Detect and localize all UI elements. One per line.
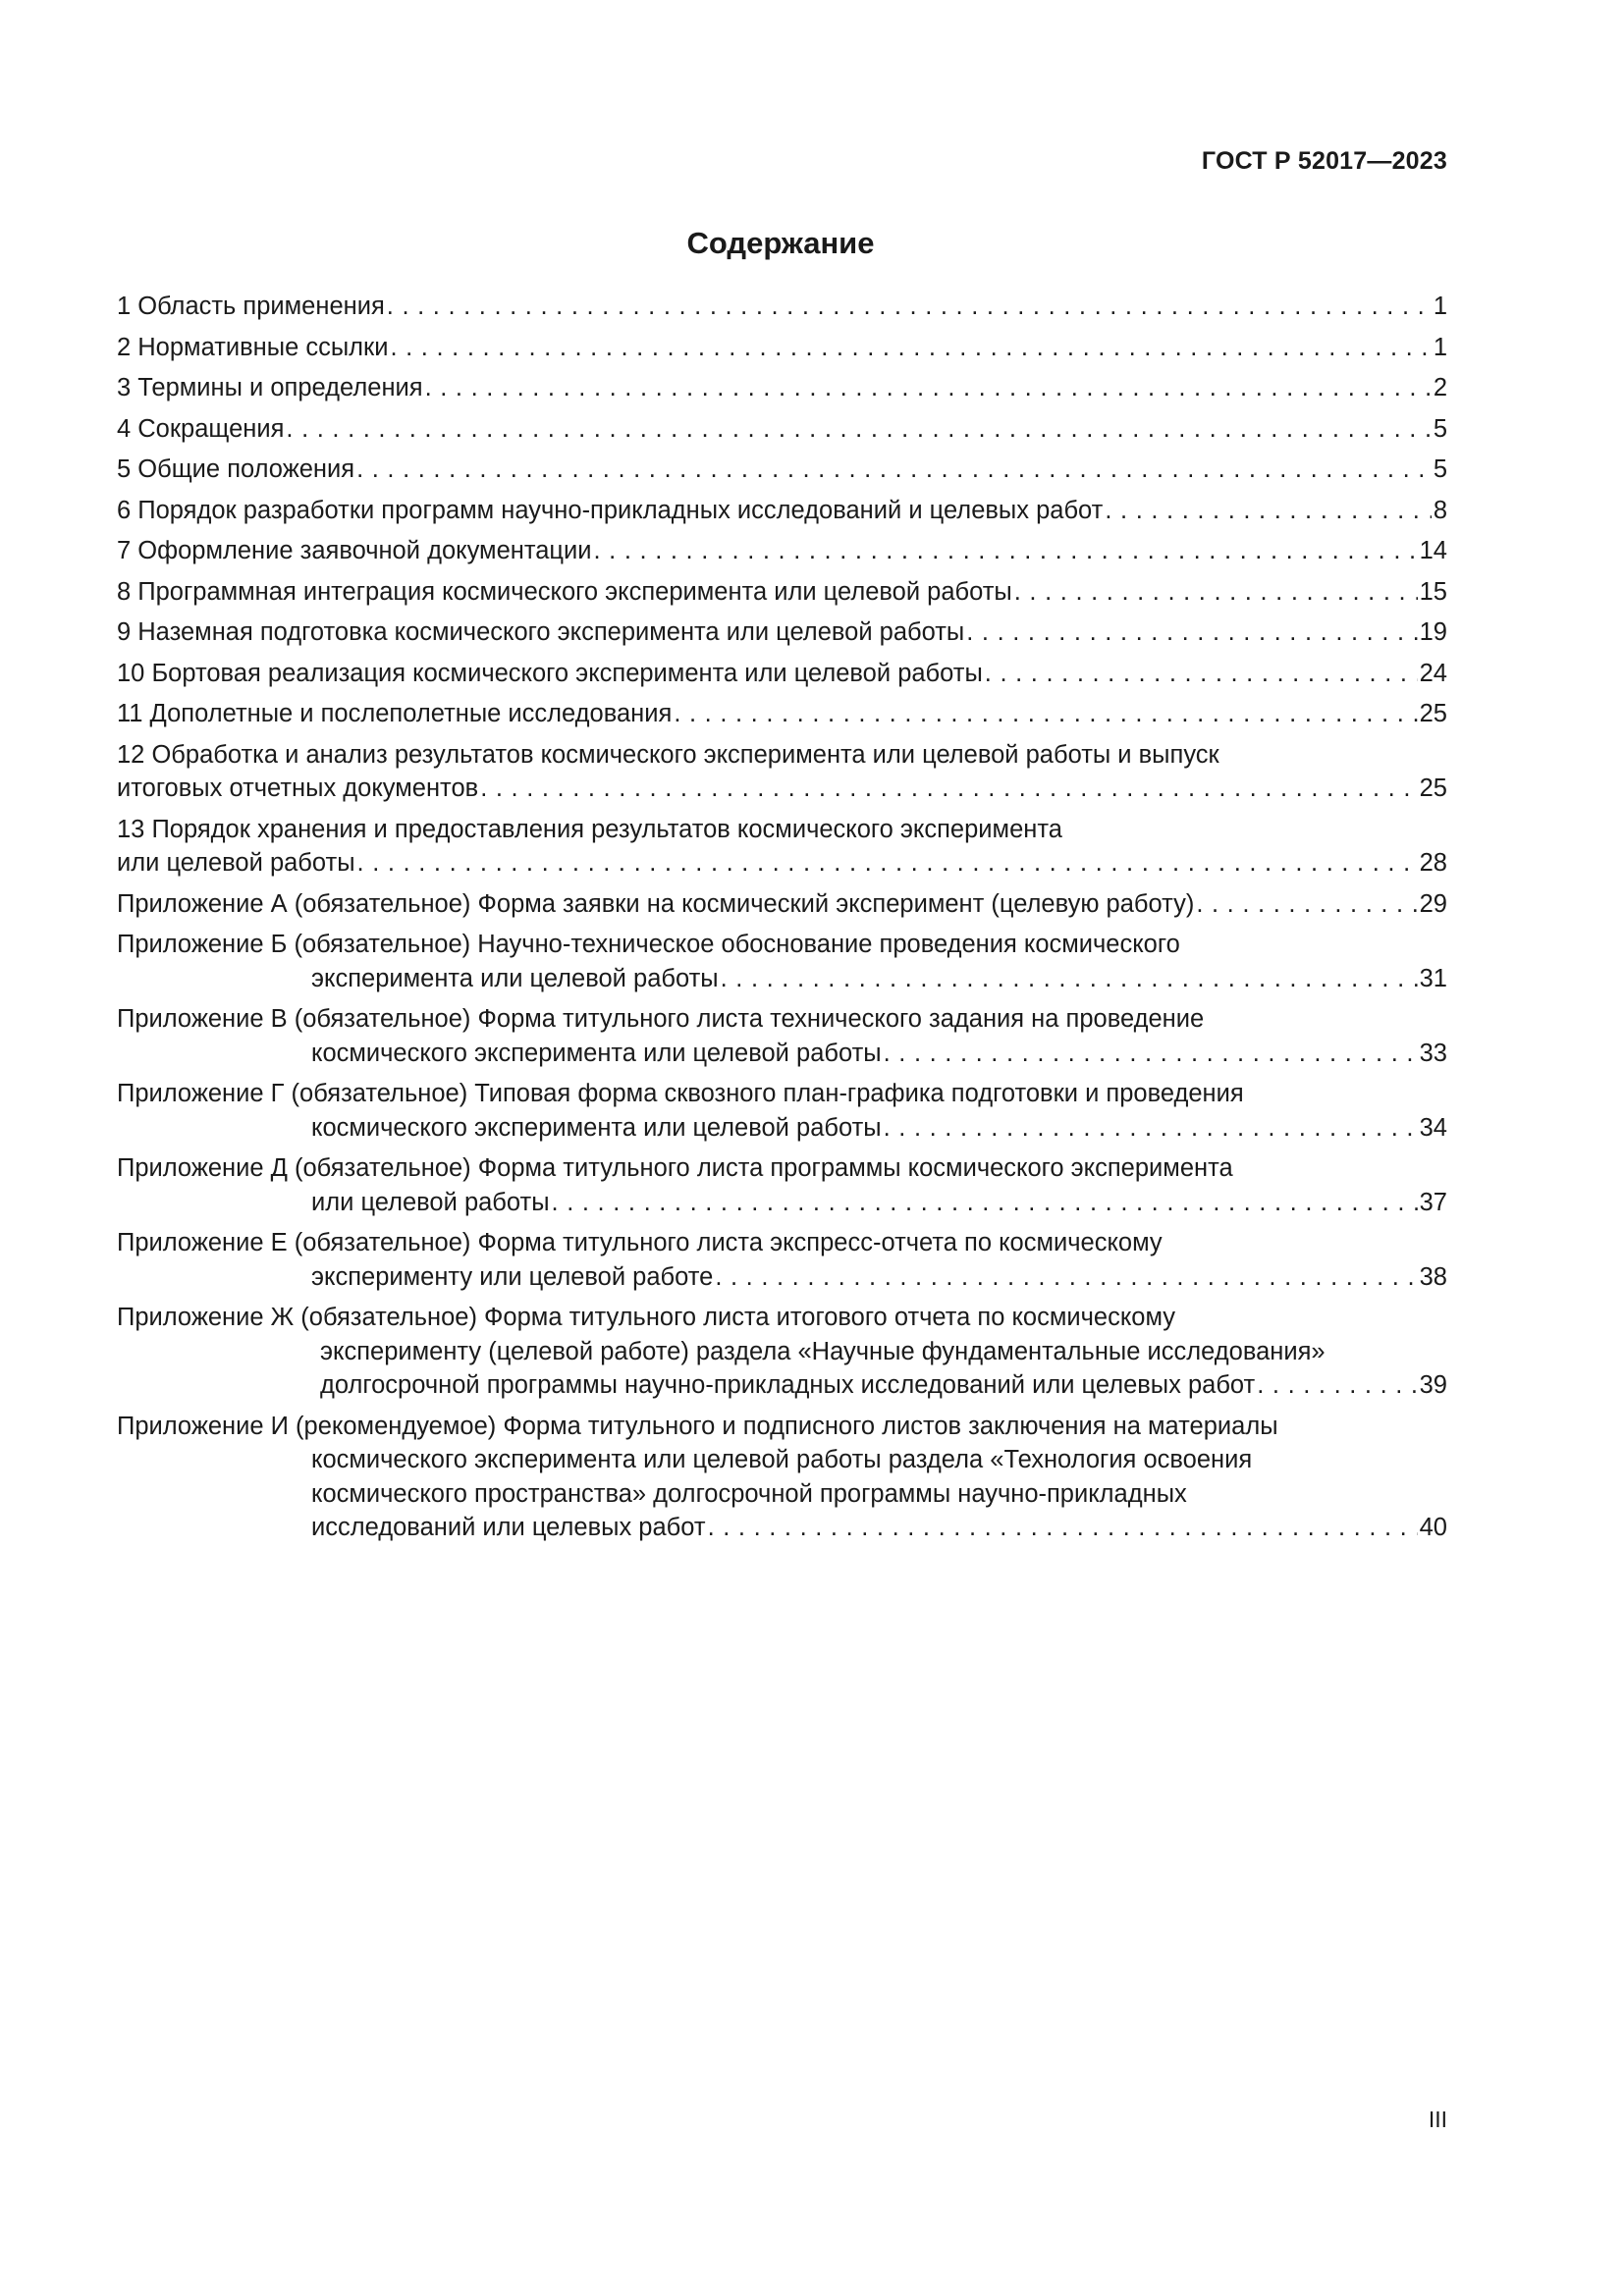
toc-page-number: 25 bbox=[1419, 774, 1447, 802]
toc-page-number: 38 bbox=[1419, 1262, 1447, 1291]
toc-page-number: 24 bbox=[1419, 659, 1447, 687]
toc-entry-text: Приложение А (обязательное) Форма заявки на космический эксперимент (целевую работу) bbox=[117, 889, 1195, 918]
toc-entry-text: 4 Сокращения bbox=[117, 414, 285, 443]
dot-leader bbox=[425, 371, 1432, 405]
toc-entry-text: 1 Область применения bbox=[117, 293, 385, 320]
toc-page-number: 15 bbox=[1419, 577, 1447, 606]
toc-entry bbox=[117, 331, 1447, 365]
toc-entry-text: 8 Программная интеграция космического эксперимента или целевой работы bbox=[117, 577, 1012, 606]
toc-entry-text: 10 Бортовая реализация космического эксперимента или целевой работы bbox=[117, 659, 983, 687]
toc-entry-text: Приложение В (обязательное) Форма титульного листа технического задания на проведение bbox=[117, 1005, 1205, 1033]
dot-leader bbox=[390, 331, 1431, 365]
dot-leader bbox=[985, 657, 1418, 691]
document-code: ГОСТ Р 52017—2023 bbox=[1201, 147, 1447, 175]
toc-page-number: 31 bbox=[1419, 964, 1447, 992]
dot-leader bbox=[1014, 575, 1418, 610]
dot-leader bbox=[356, 453, 1432, 487]
dot-leader bbox=[715, 1260, 1417, 1295]
toc-page-number: 14 bbox=[1419, 537, 1447, 564]
toc-heading bbox=[0, 226, 1624, 261]
toc-entry-text: Приложение Д (обязательное) Форма титульного листа программы космического эксперимента bbox=[117, 1154, 1233, 1182]
table-of-contents bbox=[117, 290, 1447, 1552]
toc-entry bbox=[117, 887, 1447, 922]
toc-entry bbox=[117, 453, 1447, 487]
toc-page-number: 29 bbox=[1419, 889, 1447, 918]
toc-entry bbox=[117, 657, 1447, 691]
dot-leader bbox=[966, 615, 1417, 650]
toc-entry bbox=[117, 615, 1447, 650]
toc-entry-text: 5 Общие положения bbox=[117, 455, 355, 483]
toc-entry bbox=[117, 371, 1447, 405]
toc-entry-text: 7 Оформление заявочной документации bbox=[117, 537, 592, 564]
toc-entry-text: Приложение Ж (обязательное) Форма титульного листа итогового отчета по космическому bbox=[117, 1304, 1176, 1331]
dot-leader bbox=[884, 1111, 1418, 1146]
toc-entry-text: 3 Термины и определения bbox=[117, 374, 423, 401]
toc-entry-text: 6 Порядок разработки программ научно-прикладных исследований и целевых работ bbox=[117, 496, 1104, 524]
toc-entry bbox=[117, 738, 1447, 806]
dot-leader bbox=[357, 846, 1418, 881]
toc-entry-text: Приложение Б (обязательное) Научно-техническое обоснование проведения космического bbox=[117, 931, 1180, 958]
toc-entry bbox=[117, 1077, 1447, 1145]
dot-leader bbox=[884, 1037, 1418, 1071]
toc-page-number: 2 bbox=[1433, 374, 1447, 401]
dot-leader bbox=[1105, 494, 1431, 528]
toc-entry bbox=[117, 412, 1447, 447]
dot-leader bbox=[1196, 887, 1417, 922]
dot-leader bbox=[674, 697, 1417, 731]
toc-entry-text: или целевой работы bbox=[117, 849, 355, 877]
toc-page-number: 40 bbox=[1419, 1514, 1447, 1541]
toc-page-number: 25 bbox=[1419, 700, 1447, 727]
dot-leader bbox=[721, 962, 1418, 996]
toc-entry bbox=[117, 534, 1447, 568]
dot-leader bbox=[594, 534, 1418, 568]
dot-leader bbox=[1257, 1368, 1417, 1403]
toc-entry-text: 13 Порядок хранения и предоставления результатов космического эксперимента bbox=[117, 815, 1062, 843]
toc-entry-text: Приложение Е (обязательное) Форма титульного листа экспресс-отчета по космическому bbox=[117, 1229, 1163, 1256]
toc-entry-text: 12 Обработка и анализ результатов космического эксперимента или целевой работы и выпуск bbox=[117, 740, 1219, 769]
toc-entry-text: исследований или целевых работ bbox=[311, 1514, 706, 1541]
toc-entry-text: космического эксперимента или целевой работы bbox=[311, 1113, 882, 1142]
dot-leader bbox=[708, 1511, 1418, 1545]
toc-entry bbox=[117, 1002, 1447, 1070]
toc-entry-text: эксперимента или целевой работы bbox=[311, 964, 719, 992]
dot-leader bbox=[480, 772, 1417, 806]
toc-page-number: 19 bbox=[1419, 618, 1447, 646]
toc-entry-text: Приложение Г (обязательное) Типовая форма сквозного план-графика подготовки и проведения bbox=[117, 1080, 1244, 1107]
toc-entry bbox=[117, 697, 1447, 731]
toc-entry bbox=[117, 1151, 1447, 1219]
dot-leader bbox=[552, 1186, 1418, 1220]
toc-page-number: 39 bbox=[1419, 1371, 1447, 1399]
toc-entry-text: или целевой работы bbox=[311, 1188, 550, 1216]
toc-page-number: 5 bbox=[1433, 455, 1447, 483]
toc-entry-text: космического пространства» долгосрочной программы научно-прикладных bbox=[311, 1479, 1187, 1508]
toc-page-number: 33 bbox=[1419, 1039, 1447, 1067]
toc-page-number: 37 bbox=[1419, 1188, 1447, 1216]
toc-page-number: 1 bbox=[1433, 293, 1447, 320]
toc-entry bbox=[117, 290, 1447, 324]
toc-page-number: 5 bbox=[1433, 414, 1447, 443]
toc-entry-text: итоговых отчетных документов bbox=[117, 774, 479, 802]
toc-page-number: 8 bbox=[1433, 496, 1447, 524]
toc-title-text: Содержание bbox=[686, 226, 875, 260]
toc-entry-text: Приложение И (рекомендуемое) Форма титульного и подписного листов заключения на материалы bbox=[117, 1412, 1278, 1440]
toc-entry bbox=[117, 813, 1447, 881]
toc-entry-text: эксперименту (целевой работе) раздела «Научные фундаментальные исследования» bbox=[320, 1337, 1326, 1365]
dot-leader bbox=[286, 412, 1431, 447]
toc-entry bbox=[117, 494, 1447, 528]
toc-entry-text: эксперименту или целевой работе bbox=[311, 1262, 714, 1291]
dot-leader bbox=[387, 290, 1432, 324]
toc-entry bbox=[117, 1410, 1447, 1545]
toc-entry-text: 9 Наземная подготовка космического эксперимента или целевой работы bbox=[117, 618, 965, 646]
toc-page-number: 1 bbox=[1433, 333, 1447, 361]
toc-entry-text: 11 Дополетные и послеполетные исследования bbox=[117, 700, 673, 727]
toc-entry-text: долгосрочной программы научно-прикладных исследований или целевых работ bbox=[320, 1371, 1256, 1399]
toc-entry bbox=[117, 1226, 1447, 1294]
toc-entry bbox=[117, 928, 1447, 995]
toc-entry-text: 2 Нормативные ссылки bbox=[117, 333, 389, 361]
page-number: III bbox=[1428, 2107, 1447, 2132]
toc-entry-text: космического эксперимента или целевой работы раздела «Технология освоения bbox=[311, 1446, 1253, 1473]
toc-entry-text: космического эксперимента или целевой работы bbox=[311, 1039, 882, 1067]
toc-entry bbox=[117, 1301, 1447, 1403]
toc-entry bbox=[117, 575, 1447, 610]
toc-page-number: 34 bbox=[1419, 1113, 1447, 1142]
toc-page-number: 28 bbox=[1419, 849, 1447, 877]
